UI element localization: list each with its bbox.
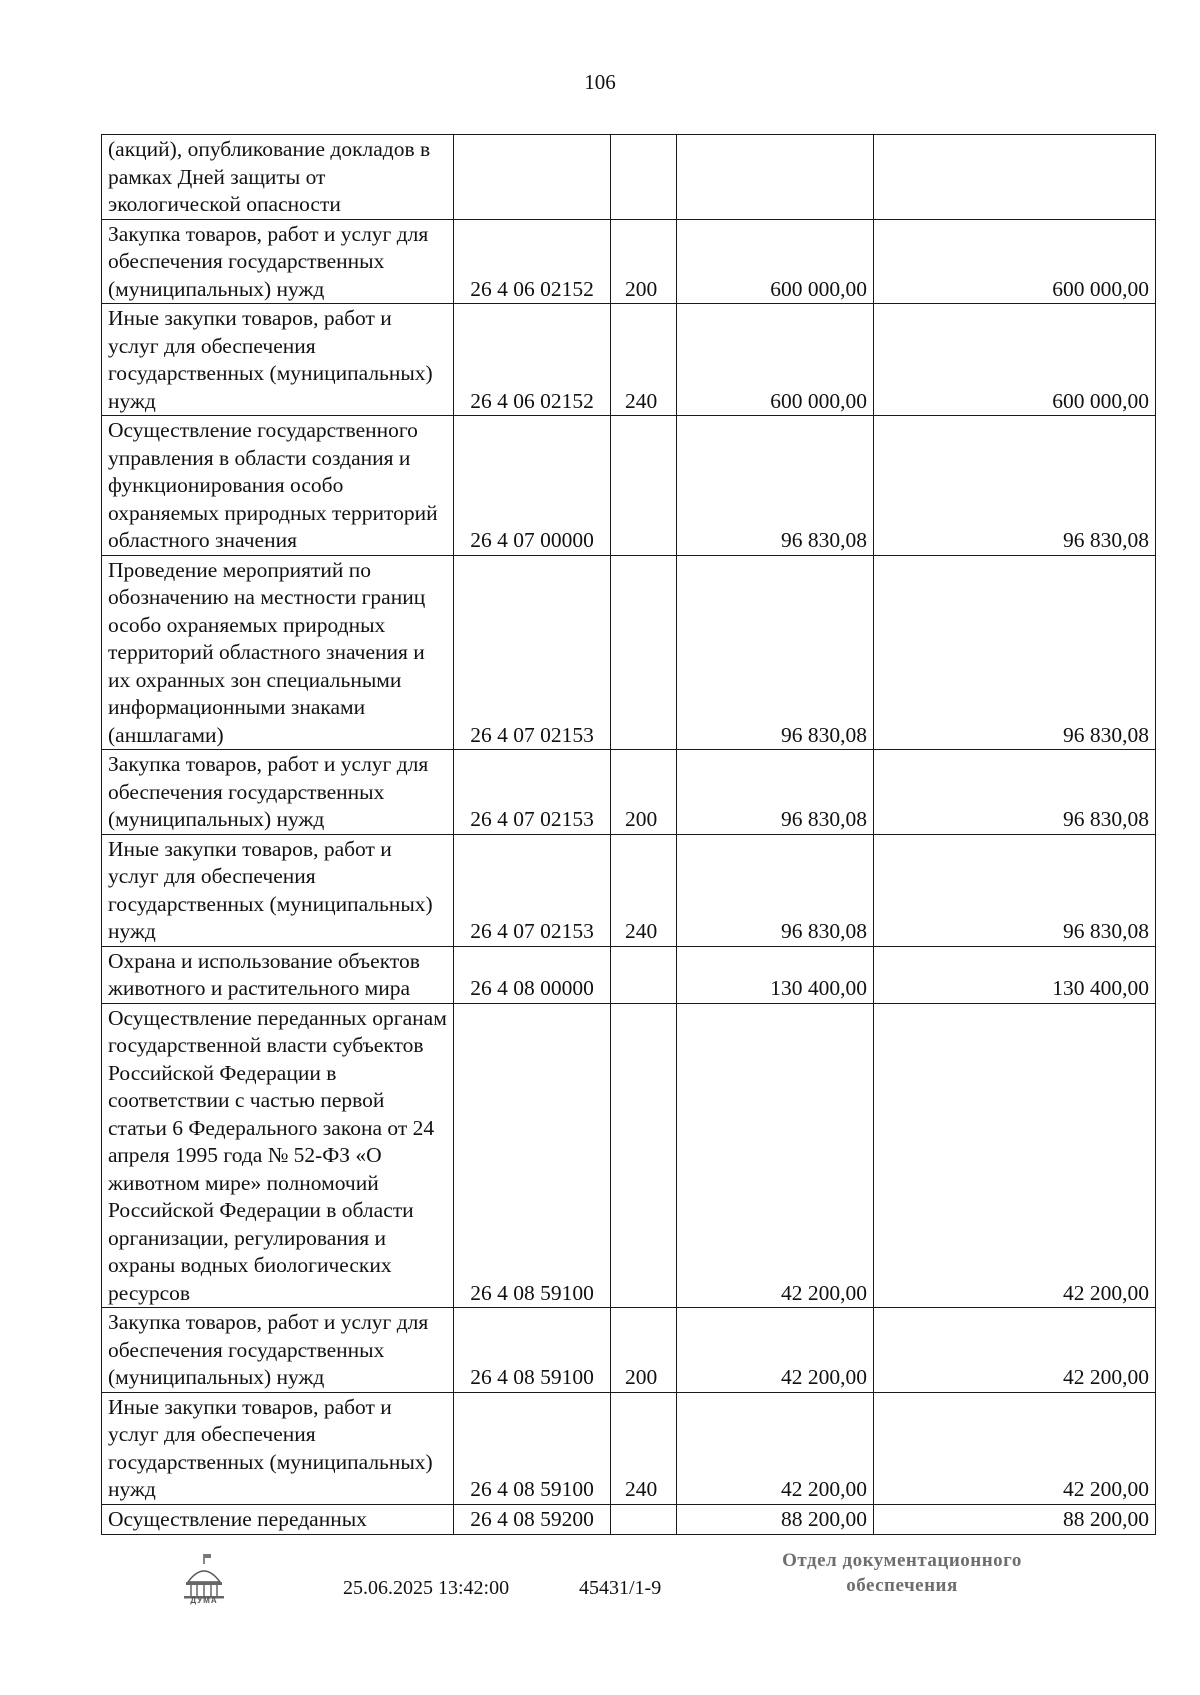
row-amount-1: 96 830,08	[677, 750, 874, 835]
row-amount-1: 42 200,00	[677, 1392, 874, 1504]
row-type: 200	[611, 219, 677, 304]
row-code: 26 4 07 02153	[454, 750, 611, 835]
row-amount-1: 600 000,00	[677, 304, 874, 416]
row-amount-2	[874, 135, 1156, 220]
footer-timestamp: 25.06.2025 13:42:00	[343, 1577, 510, 1599]
row-code: 26 4 07 02153	[454, 834, 611, 946]
table-row	[102, 135, 1156, 220]
row-code	[454, 135, 611, 220]
row-amount-2: 600 000,00	[874, 219, 1156, 304]
budget-table	[101, 134, 1156, 1535]
row-type: 200	[611, 1308, 677, 1393]
row-amount-1: 96 830,08	[677, 416, 874, 556]
page-number: 106	[584, 70, 616, 94]
row-amount-1: 96 830,08	[677, 834, 874, 946]
duma-logo	[178, 1552, 230, 1608]
row-name: Закупка товаров, работ и услуг для обеспечения государственных (муниципальных) нужд	[102, 750, 454, 835]
table-row	[102, 1392, 1156, 1504]
row-amount-1: 88 200,00	[677, 1504, 874, 1534]
row-type	[611, 135, 677, 220]
row-code: 26 4 06 02152	[454, 304, 611, 416]
row-type	[611, 946, 677, 1003]
row-amount-2: 42 200,00	[874, 1392, 1156, 1504]
row-amount-1: 130 400,00	[677, 946, 874, 1003]
row-amount-2: 42 200,00	[874, 1308, 1156, 1393]
row-name: Осуществление переданных органам государственной власти субъектов Российской Федерации в соответствии с частью первой статьи 6 Федерального закона от 24 апреля 1995 года № 52-ФЗ «О животном мире» полномочий Российской Федерации в области организации, регулирования и охраны водных биологических ресурсов	[102, 1003, 454, 1308]
row-name: Закупка товаров, работ и услуг для обеспечения государственных (муниципальных) нужд	[102, 219, 454, 304]
table-row	[102, 555, 1156, 750]
row-name: Иные закупки товаров, работ и услуг для обеспечения государственных (муниципальных) нужд	[102, 1392, 454, 1504]
table-row	[102, 304, 1156, 416]
table-row	[102, 834, 1156, 946]
row-code: 26 4 08 59100	[454, 1003, 611, 1308]
row-amount-1: 42 200,00	[677, 1003, 874, 1308]
stamp-line-1: Отдел документационного	[782, 1550, 1022, 1571]
footer-document-number: 45431/1-9	[579, 1577, 662, 1599]
row-type	[611, 1504, 677, 1534]
row-name: (акций), опубликование докладов в рамках Дней защиты от экологической опасности	[102, 135, 454, 220]
row-amount-2: 600 000,00	[874, 304, 1156, 416]
row-amount-1	[677, 135, 874, 220]
row-amount-2: 96 830,08	[874, 750, 1156, 835]
row-code: 26 4 06 02152	[454, 219, 611, 304]
department-stamp	[752, 1548, 1052, 1598]
row-amount-2: 130 400,00	[874, 946, 1156, 1003]
row-code: 26 4 07 02153	[454, 555, 611, 750]
row-name: Проведение мероприятий по обозначению на местности границ особо охраняемых природных территорий областного значения и их охранных зон специальными информационными знаками (аншлагами)	[102, 555, 454, 750]
row-type	[611, 416, 677, 556]
row-amount-1: 42 200,00	[677, 1308, 874, 1393]
table-row	[102, 1308, 1156, 1393]
row-name: Закупка товаров, работ и услуг для обеспечения государственных (муниципальных) нужд	[102, 1308, 454, 1393]
row-name: Осуществление государственного управления в области создания и функционирования особо охраняемых природных территорий областного значения	[102, 416, 454, 556]
table-row	[102, 750, 1156, 835]
row-code: 26 4 07 00000	[454, 416, 611, 556]
row-amount-2: 42 200,00	[874, 1003, 1156, 1308]
logo-caption: ДУМА	[190, 1596, 218, 1605]
row-type: 240	[611, 304, 677, 416]
table-row	[102, 219, 1156, 304]
row-amount-2: 96 830,08	[874, 834, 1156, 946]
row-amount-1: 600 000,00	[677, 219, 874, 304]
row-type: 200	[611, 750, 677, 835]
row-name: Осуществление переданных	[102, 1504, 454, 1534]
row-code: 26 4 08 59100	[454, 1308, 611, 1393]
table-row	[102, 1003, 1156, 1308]
row-amount-2: 96 830,08	[874, 416, 1156, 556]
row-name: Охрана и использование объектов животного и растительного мира	[102, 946, 454, 1003]
row-code: 26 4 08 59200	[454, 1504, 611, 1534]
row-code: 26 4 08 00000	[454, 946, 611, 1003]
stamp-line-2: обеспечения	[846, 1575, 958, 1596]
table-row	[102, 416, 1156, 556]
row-type: 240	[611, 834, 677, 946]
row-code: 26 4 08 59100	[454, 1392, 611, 1504]
row-amount-2: 96 830,08	[874, 555, 1156, 750]
row-name: Иные закупки товаров, работ и услуг для обеспечения государственных (муниципальных) нужд	[102, 304, 454, 416]
table-row	[102, 1504, 1156, 1534]
table-row	[102, 946, 1156, 1003]
row-type	[611, 555, 677, 750]
row-amount-1: 96 830,08	[677, 555, 874, 750]
row-amount-2: 88 200,00	[874, 1504, 1156, 1534]
row-type	[611, 1003, 677, 1308]
row-type: 240	[611, 1392, 677, 1504]
row-name: Иные закупки товаров, работ и услуг для обеспечения государственных (муниципальных) нужд	[102, 834, 454, 946]
